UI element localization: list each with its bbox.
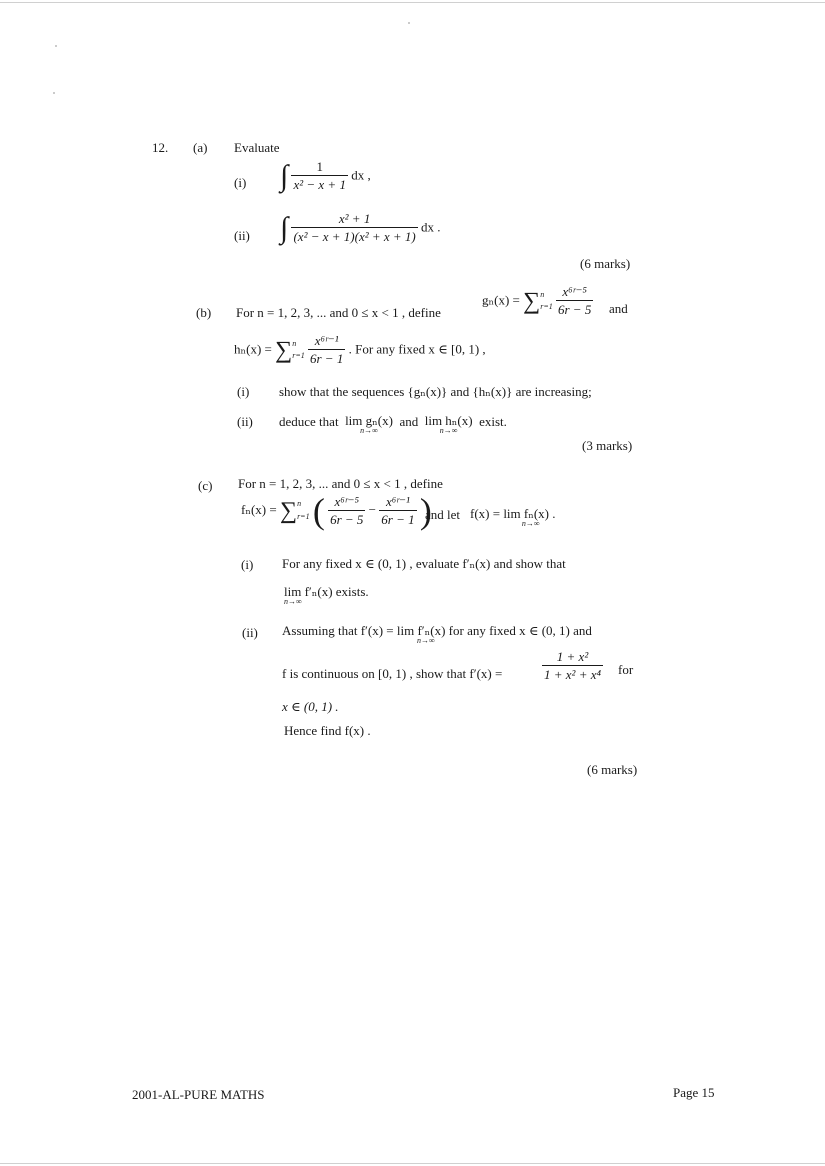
part-c-let: and let bbox=[425, 507, 461, 522]
fraction: $\frac{\text{x² + 1}}{\text{(x² − x + 1)(x² + x + 1)}}$ bbox=[293, 211, 416, 245]
part-a-ii-label: (ii) bbox=[234, 228, 250, 243]
part-b-marks: (3 marks) bbox=[582, 438, 633, 453]
right-paren: ) bbox=[419, 491, 432, 531]
question-number: 12. bbox=[152, 140, 169, 155]
sigma-sign: ∑ bbox=[279, 498, 298, 524]
fraction: $\frac{\text{x⁶ʳ⁻¹}}{6r - 1}$ bbox=[381, 493, 415, 527]
part-b-label: (b) bbox=[196, 305, 212, 320]
part-b-i-label: (i) bbox=[237, 384, 250, 399]
part-c-hence: Hence find f(x) . bbox=[284, 723, 371, 738]
part-a-i-expression: ∫ $\frac{1}{\text{x² − x + 1}}$ dx , bbox=[280, 159, 371, 193]
part-c-label: (c) bbox=[198, 478, 213, 493]
part-b-g-definition: gₙ(x) = ∑ n r=1 $\frac{\text{x⁶ʳ⁻⁵}}{6r - 5}$ bbox=[482, 284, 592, 318]
part-b-h-definition: hₙ(x) = ∑ n r=1 $\frac{\text{x⁶ʳ⁻¹}}{6r - 1}$ . For any fixed x ∈ [0, 1) , bbox=[234, 333, 486, 367]
limit-expression: lim hₙ(x) n→∞ bbox=[424, 413, 473, 435]
part-a-ii-expression: ∫ $\frac{\text{x² + 1}}{\text{(x² − x + 1)(x² + x + 1)}}$ dx . bbox=[280, 211, 441, 245]
part-b-ii-label: (ii) bbox=[237, 414, 253, 429]
footer-page-number: Page 15 bbox=[673, 1085, 715, 1100]
integral-sign: ∫ bbox=[280, 211, 289, 245]
scan-edge-top bbox=[0, 2, 825, 3]
fraction: $\frac{\text{x⁶ʳ⁻¹}}{6r - 1}$ bbox=[310, 333, 344, 367]
scan-edge-bottom bbox=[0, 1163, 825, 1164]
part-a-instruction: Evaluate bbox=[234, 140, 280, 155]
part-c-i-text: For any fixed x ∈ (0, 1) , evaluate f′ₙ(x) and show that bbox=[282, 556, 566, 571]
fraction: $\frac{\text{x⁶ʳ⁻⁵}}{6r - 5}$ bbox=[558, 284, 592, 318]
fraction: $\frac{1}{\text{x² − x + 1}}$ bbox=[293, 159, 346, 193]
part-c-i-limit: lim f′ₙ(x) exists. n→∞ bbox=[284, 584, 369, 606]
part-c-ii-label: (ii) bbox=[242, 625, 258, 640]
part-b-and: and bbox=[609, 301, 628, 316]
scan-speck bbox=[53, 92, 55, 94]
footer-exam-title: 2001-AL-PURE MATHS bbox=[132, 1087, 265, 1102]
fraction: $\frac{\text{x⁶ʳ⁻⁵}}{6r - 5}$ bbox=[330, 493, 364, 527]
sigma-sign: ∑ bbox=[275, 337, 293, 364]
part-c-intro: For n = 1, 2, 3, ... and 0 ≤ x < 1 , define bbox=[238, 476, 443, 491]
part-c-i-label: (i) bbox=[241, 557, 254, 572]
left-paren: ( bbox=[312, 491, 325, 531]
scan-speck bbox=[55, 45, 57, 47]
part-b-intro: For n = 1, 2, 3, ... and 0 ≤ x < 1 , define bbox=[236, 305, 441, 320]
part-c-ii-fraction: $\frac{\text{1 + x²}}{\text{1 + x² + x⁴}}$ bbox=[544, 649, 602, 683]
part-c-ii-line2: f is continuous on [0, 1) , show that f′(x) = bbox=[282, 666, 503, 681]
part-c-ii-line1: Assuming that f′(x) = lim f′ₙ(x) for any fixed x ∈ (0, 1) and n→∞ bbox=[282, 623, 592, 645]
part-b-ii-text: deduce that lim gₙ(x) n→∞ and lim hₙ(x) n→∞ exist. bbox=[279, 413, 507, 435]
sigma-sign: ∑ bbox=[523, 288, 541, 315]
part-c-f-definition: fₙ(x) = ∑ n r=1 ( $\frac{\text{x⁶ʳ⁻⁵}}{6r - 5}$ − $\frac{\text{x⁶ʳ⁻¹}}{6r - 1}$ ) bbox=[241, 491, 432, 531]
part-a-label: (a) bbox=[193, 140, 208, 155]
part-a-marks: (6 marks) bbox=[580, 256, 631, 271]
part-a-i-label: (i) bbox=[234, 175, 247, 190]
part-b-i-text: show that the sequences {gₙ(x)} and {hₙ(x)} are increasing; bbox=[279, 384, 592, 399]
integral-sign: ∫ bbox=[280, 159, 289, 193]
limit-expression: lim gₙ(x) n→∞ bbox=[345, 413, 393, 435]
part-c-ii-for: for bbox=[618, 662, 634, 677]
part-c-marks: (6 marks) bbox=[587, 762, 638, 777]
scan-speck bbox=[408, 22, 410, 24]
part-c-ii-line3: x ∈ (0, 1) . bbox=[282, 699, 339, 714]
part-c-f-limit: f(x) = lim fₙ(x) . n→∞ bbox=[470, 506, 556, 528]
